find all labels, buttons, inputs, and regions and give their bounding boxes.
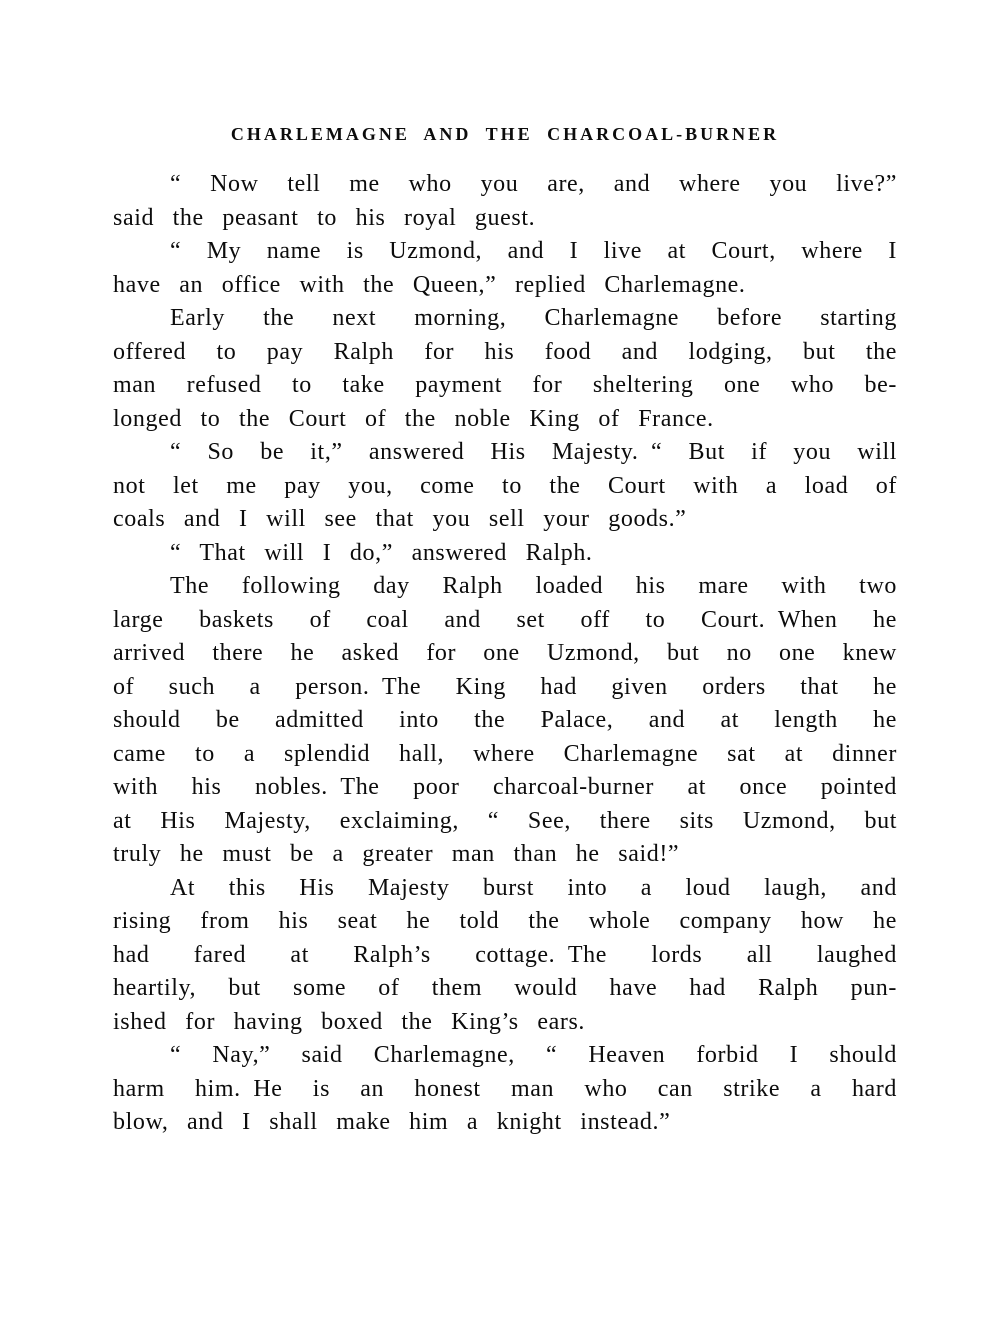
text-line: of such a person. The King had given orders that he	[113, 673, 897, 700]
text-line: The following day Ralph loaded his mare with two	[170, 573, 897, 599]
page-body-text	[113, 168, 897, 1140]
text-line: have an office with the Queen,” replied Charlemagne.	[113, 271, 746, 298]
paragraph	[113, 872, 897, 1040]
text-line: blow, and I shall make him a knight instead.”	[113, 1109, 671, 1135]
text-line: truly he must be a greater man than he said!”	[113, 841, 680, 867]
text-line: said the peasant to his royal guest.	[113, 204, 536, 231]
text-line: should be admitted into the Palace, and at length he	[113, 707, 897, 733]
text-line: not let me pay you, come to the Court with a load of	[113, 472, 897, 499]
text-line: heartily, but some of them would have had Ralph pun-	[113, 975, 897, 1001]
text-line: ished for having boxed the King’s ears.	[113, 1008, 585, 1035]
text-line: “ That will I do,” answered Ralph.	[170, 539, 593, 566]
text-line: came to a splendid hall, where Charlemagne sat at dinner	[113, 740, 897, 767]
text-line: offered to pay Ralph for his food and lodging, but the	[113, 338, 897, 365]
text-line: coals and I will see that you sell your goods.”	[113, 506, 687, 532]
text-line: “ So be it,” answered His Majesty. “ But if you will	[170, 439, 897, 465]
page-title: CHARLEMAGNE AND THE CHARCOAL-BURNER	[230, 124, 780, 144]
text-line: “ Nay,” said Charlemagne, “ Heaven forbid I should	[170, 1042, 897, 1068]
paragraph	[113, 235, 897, 302]
text-line: had fared at Ralph’s cottage. The lords all laughed	[113, 941, 897, 968]
paragraph	[113, 1039, 897, 1140]
paragraph	[113, 570, 897, 872]
paragraph	[113, 537, 897, 571]
text-line: longed to the Court of the noble King of France.	[113, 405, 714, 432]
text-line: man refused to take payment for sheltering one who be-	[113, 372, 897, 398]
text-line: at His Majesty, exclaiming, “ See, there sits Uzmond, but	[113, 807, 897, 834]
text-line: “ My name is Uzmond, and I live at Court, where I	[170, 238, 897, 264]
text-line: Early the next morning, Charlemagne before starting	[170, 305, 897, 331]
text-line: rising from his seat he told the whole company how he	[113, 908, 897, 934]
paragraph	[113, 168, 897, 235]
text-line: arrived there he asked for one Uzmond, but no one knew	[113, 640, 897, 666]
text-line: “ Now tell me who you are, and where you live?”	[170, 171, 897, 197]
paragraph	[113, 436, 897, 537]
paragraph	[113, 302, 897, 436]
text-line: large baskets of coal and set off to Court. When he	[113, 606, 897, 633]
text-line: At this His Majesty burst into a loud laugh, and	[170, 874, 897, 901]
text-line: harm him. He is an honest man who can strike a hard	[113, 1075, 897, 1102]
text-line: with his nobles. The poor charcoal-burner at once pointed	[113, 774, 897, 800]
